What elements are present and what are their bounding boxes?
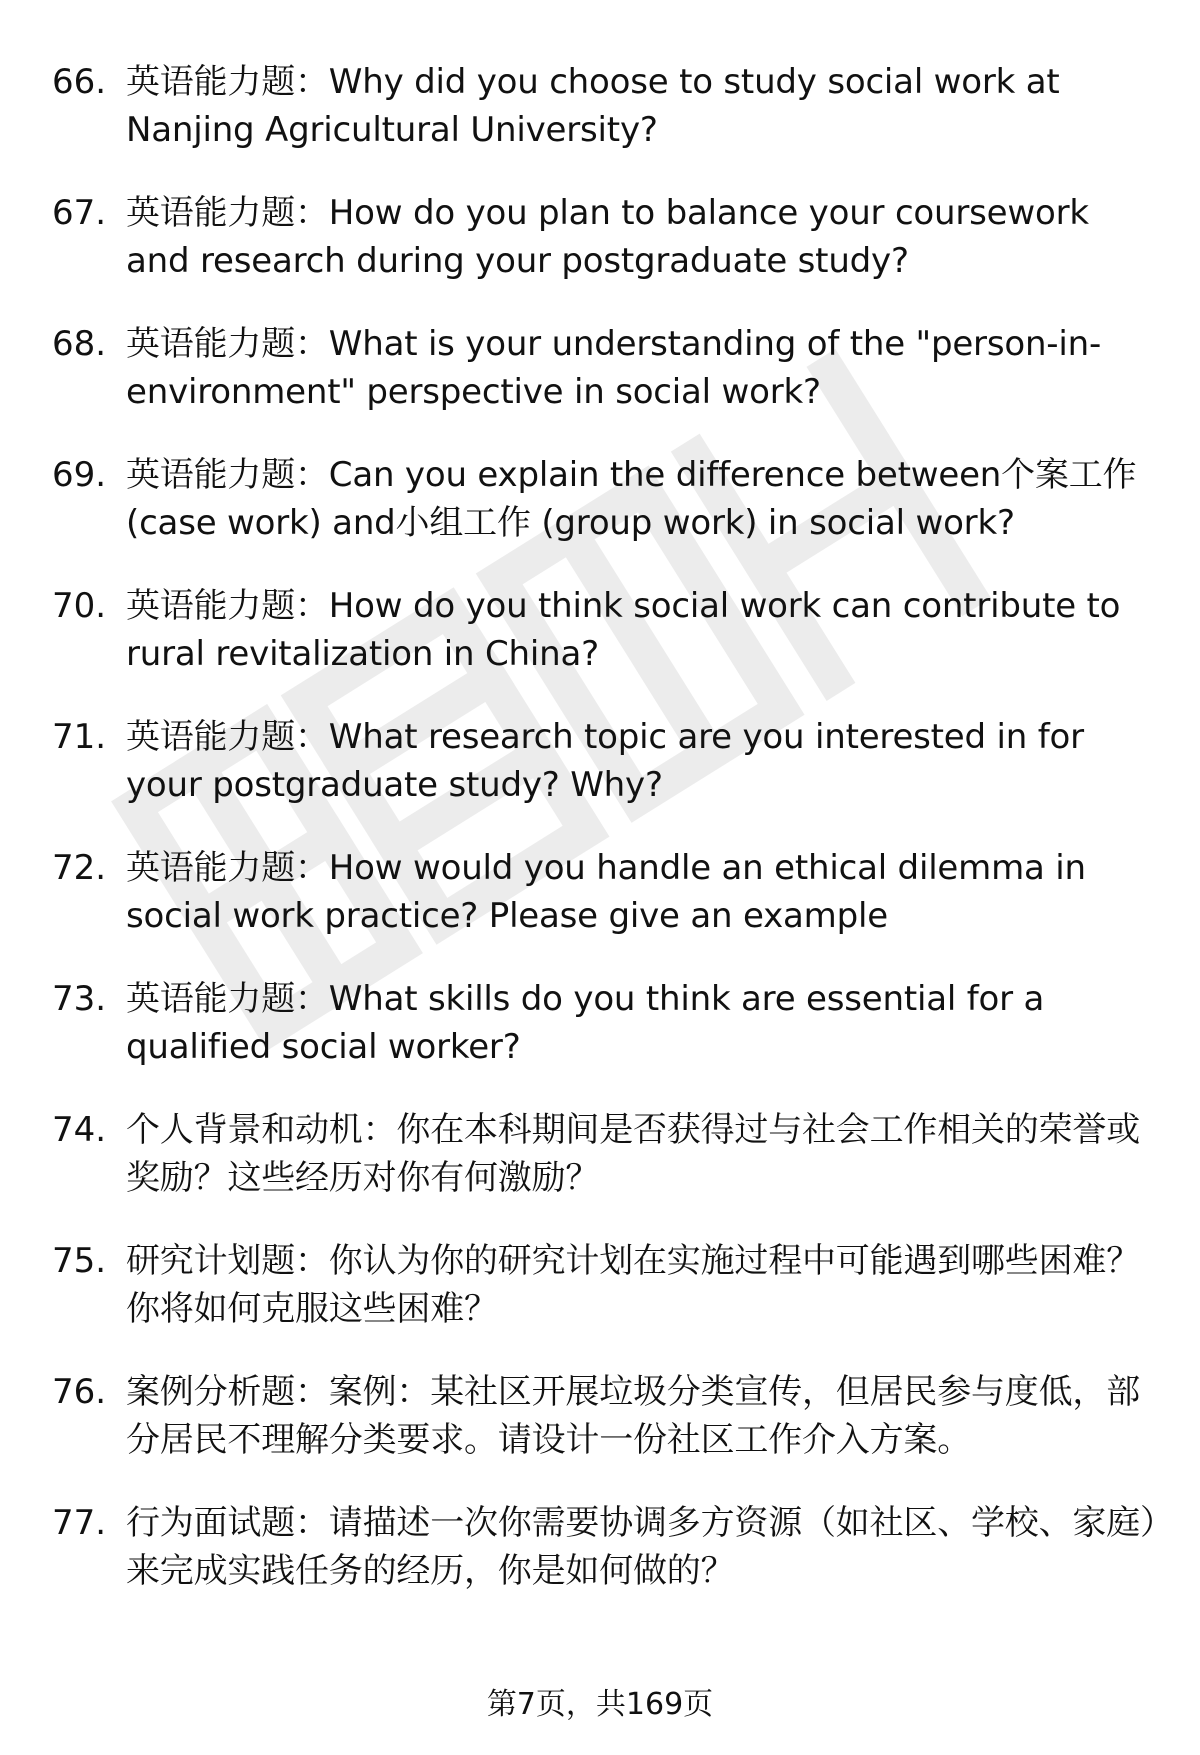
question-number: 68. xyxy=(52,324,107,364)
question-text: 英语能力题：How would you handle an ethical dilemma in social work practice? Please give an example xyxy=(126,848,1086,936)
question-number: 76. xyxy=(52,1372,107,1412)
question-item xyxy=(52,320,1162,451)
page-number-label: 第7页，共169页 xyxy=(486,1687,714,1722)
question-item xyxy=(52,58,1162,189)
question-number: 71. xyxy=(52,717,107,757)
question-number: 69. xyxy=(52,455,107,495)
question-number: 74. xyxy=(52,1110,107,1150)
question-item xyxy=(52,582,1162,713)
question-text: 英语能力题：How do you think social work can contribute to rural revitalization in China? xyxy=(126,586,1121,674)
question-text: 英语能力题：Why did you choose to study social work at Nanjing Agricultural University? xyxy=(126,62,1060,150)
question-item xyxy=(52,975,1162,1106)
question-list xyxy=(52,58,1162,1630)
question-number: 73. xyxy=(52,979,107,1019)
question-text: 英语能力题：Can you explain the difference between个案工作 (case work) and小组工作 (group work) in social work? xyxy=(126,455,1137,543)
question-item xyxy=(52,1237,1162,1368)
question-text: 英语能力题：What skills do you think are essential for a qualified social worker? xyxy=(126,979,1045,1067)
question-text: 个人背景和动机：你在本科期间是否获得过与社会工作相关的荣誉或奖励？这些经历对你有何激励？ xyxy=(126,1110,1140,1198)
question-item xyxy=(52,713,1162,844)
question-text: 英语能力题：How do you plan to balance your coursework and research during your postgraduate study? xyxy=(126,193,1089,281)
question-text: 英语能力题：What is your understanding of the "person-in-environment" perspective in social work? xyxy=(126,324,1102,412)
question-number: 66. xyxy=(52,62,107,102)
question-item xyxy=(52,1499,1162,1630)
question-number: 72. xyxy=(52,848,107,888)
question-number: 67. xyxy=(52,193,107,233)
question-text: 行为面试题：请描述一次你需要协调多方资源（如社区、学校、家庭）来完成实践任务的经历，你是如何做的？ xyxy=(126,1503,1157,1591)
question-text: 案例分析题：案例：某社区开展垃圾分类宣传，但居民参与度低，部分居民不理解分类要求。请设计一份社区工作介入方案。 xyxy=(126,1372,1140,1460)
question-number: 70. xyxy=(52,586,107,626)
question-item xyxy=(52,844,1162,975)
question-text: 英语能力题：What research topic are you interested in for your postgraduate study? Why? xyxy=(126,717,1084,805)
question-number: 77. xyxy=(52,1503,107,1543)
question-number: 75. xyxy=(52,1241,107,1281)
page-footer xyxy=(0,1685,1200,1725)
question-item xyxy=(52,451,1162,582)
question-item xyxy=(52,1106,1162,1237)
question-item xyxy=(52,189,1162,320)
question-text: 研究计划题：你认为你的研究计划在实施过程中可能遇到哪些困难？你将如何克服这些困难？ xyxy=(126,1241,1140,1329)
question-item xyxy=(52,1368,1162,1499)
